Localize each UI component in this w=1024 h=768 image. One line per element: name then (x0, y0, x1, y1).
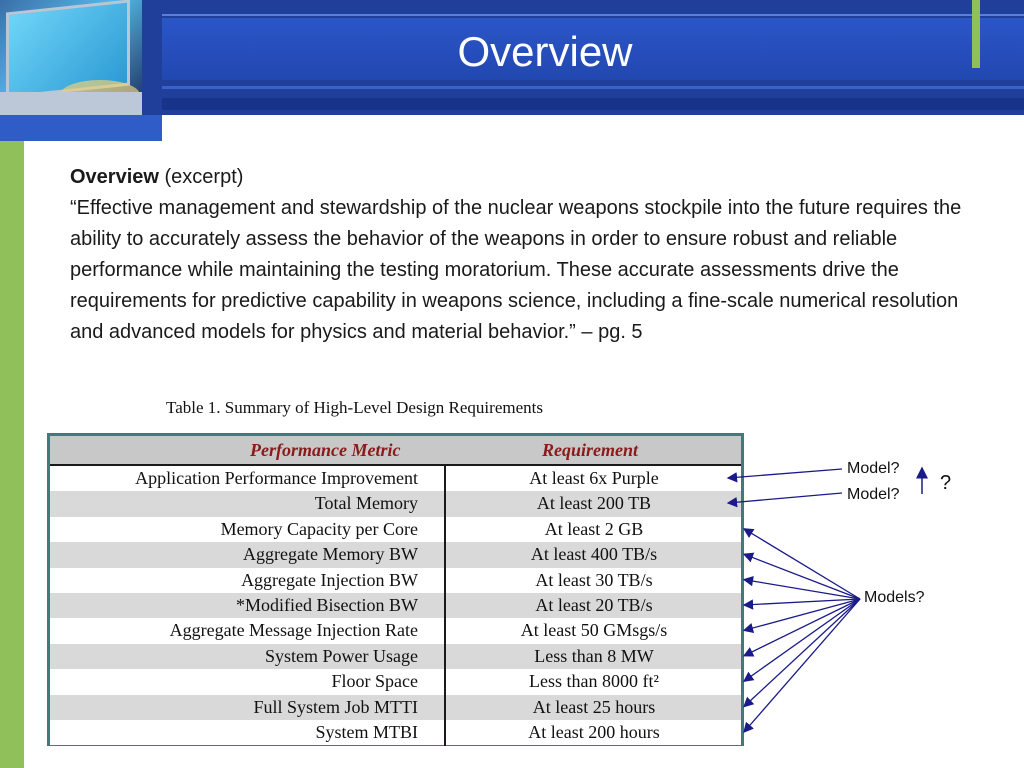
model-label-1: Model? (847, 460, 900, 477)
arrow-models (744, 599, 860, 656)
metric-cell: *Modified Bisection BW (236, 595, 418, 615)
heading-rest: (excerpt) (158, 166, 244, 188)
metric-cell: Application Performance Improvement (135, 468, 418, 488)
quote-text: “Effective management and stewardship of the nuclear weapons stockpile into the future requires the ability to accurately assess the behavior of the weapons in order to ensure robust and reliable performance while maintaining the testing moratorium. These accurate assessments drive the requirements for predictive capability in weapons science, including a fine-scale numerical resolution and advanced models for physics and material behavior.” – pg. 5 (70, 197, 962, 343)
slide-title: Overview (457, 28, 633, 75)
requirement-cell: At least 200 hours (528, 722, 660, 742)
requirement-cell: Less than 8000 ft² (529, 671, 659, 692)
requirement-cell: At least 400 TB/s (530, 544, 658, 565)
metric-cell: Aggregate Memory BW (243, 544, 418, 565)
requirement-cell: At least 30 TB/s (535, 569, 653, 590)
question-mark: ? (940, 472, 952, 494)
models-label: Models? (864, 589, 925, 606)
metric-cell: Total Memory (314, 493, 418, 514)
requirement-cell: At least 25 hours (532, 696, 656, 717)
arrow-models (744, 580, 860, 599)
arrow-model-1 (728, 469, 842, 478)
arrow-models (744, 599, 860, 732)
metric-cell: Full System Job MTTI (253, 696, 418, 717)
metric-cell: Aggregate Injection BW (241, 569, 418, 590)
arrow-fan (744, 529, 860, 732)
model-label-2: Model? (847, 486, 900, 503)
metric-cell: Memory Capacity per Core (220, 518, 418, 539)
metric-cell: System Power Usage (265, 645, 418, 666)
heading-bold: Overview (70, 166, 159, 188)
header-metric: Performance Metric (250, 440, 401, 460)
arrow-models (744, 554, 860, 599)
requirement-cell: At least 200 TB (536, 493, 652, 514)
arrow-models (744, 599, 860, 681)
metric-cell: System MTBI (315, 722, 418, 742)
requirement-cell: At least 20 TB/s (535, 595, 653, 615)
table-caption: Table 1. Summary of High-Level Design Requirements (166, 398, 543, 417)
requirement-cell: At least 2 GB (544, 518, 644, 539)
metric-cell: Floor Space (331, 671, 418, 692)
arrow-model-2 (728, 493, 842, 503)
arrow-models (744, 529, 860, 599)
requirement-cell: Less than 8 MW (534, 645, 654, 666)
metric-cell: Aggregate Message Injection Rate (169, 620, 418, 641)
header-requirement: Requirement (542, 440, 639, 460)
requirement-cell: At least 6x Purple (529, 468, 659, 488)
requirement-cell: At least 50 GMsgs/s (520, 620, 668, 641)
